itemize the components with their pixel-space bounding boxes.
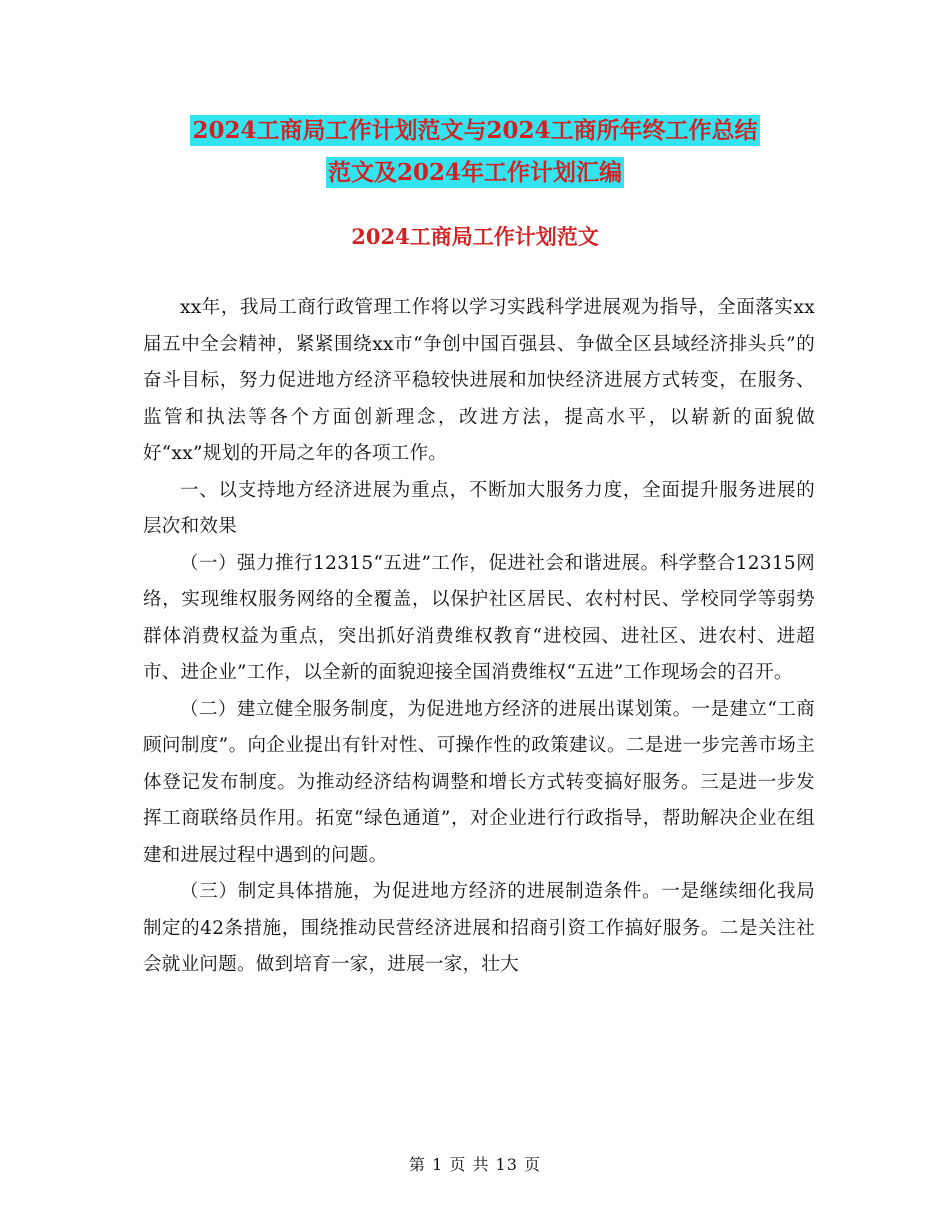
paragraph: （三）制定具体措施，为促进地方经济的进展制造条件。一是继续细化我局制定的42条措施，围绕推动民营经济进展和招商引资工作搞好服务。二是关注社会就业问题。做到培育一家，进展一家，壮大 (143, 881, 815, 975)
paragraph: xx年，我局工商行政管理工作将以学习实践科学进展观为指导，全面落实xx届五中全会精神，紧紧围绕xx市“争创中国百强县、争做全区县域经济排头兵”的奋斗目标，努力促进地方经济平稳较快进展和加快经济进展方式转变，在服务、监管和执法等各个方面创新理念，改进方法，提高水平，以崭新的面貌做好“xx”规划的开局之年的各项工作。 (143, 297, 815, 464)
paragraph: 一、以支持地方经济进展为重点，不断加大服务力度，全面提升服务进展的层次和效果 (143, 479, 815, 537)
document-body (143, 290, 815, 984)
section-title: 2024工商局工作计划范文 (351, 224, 599, 249)
page-number-footer: 第 1 页 共 13 页 (409, 1155, 541, 1174)
title-line-1: 2024工商局工作计划范文与2024工商所年终工作总结 (192, 117, 758, 144)
document-title (0, 110, 950, 194)
title-line-2: 范文及2024年工作计划汇编 (327, 159, 622, 186)
paragraph: （一）强力推行12315“五进”工作，促进社会和谐进展。科学整合12315网络，实现维权服务网络的全覆盖，以保护社区居民、农村村民、学校同学等弱势群体消费权益为重点，突出抓好消费维权教育“进校园、进社区、进农村、进超市、进企业”工作，以全新的面貌迎接全国消费维权“五进”工作现场会的召开。 (143, 552, 815, 683)
paragraph: （二）建立健全服务制度，为促进地方经济的进展出谋划策。一是建立“工商顾问制度”。向企业提出有针对性、可操作性的政策建议。二是进一步完善市场主体登记发布制度。为推动经济结构调整和增长方式转变搞好服务。三是进一步发挥工商联络员作用。拓宽“绿色通道”，对企业进行行政指导，帮助解决企业在组建和进展过程中遇到的问题。 (143, 698, 815, 866)
